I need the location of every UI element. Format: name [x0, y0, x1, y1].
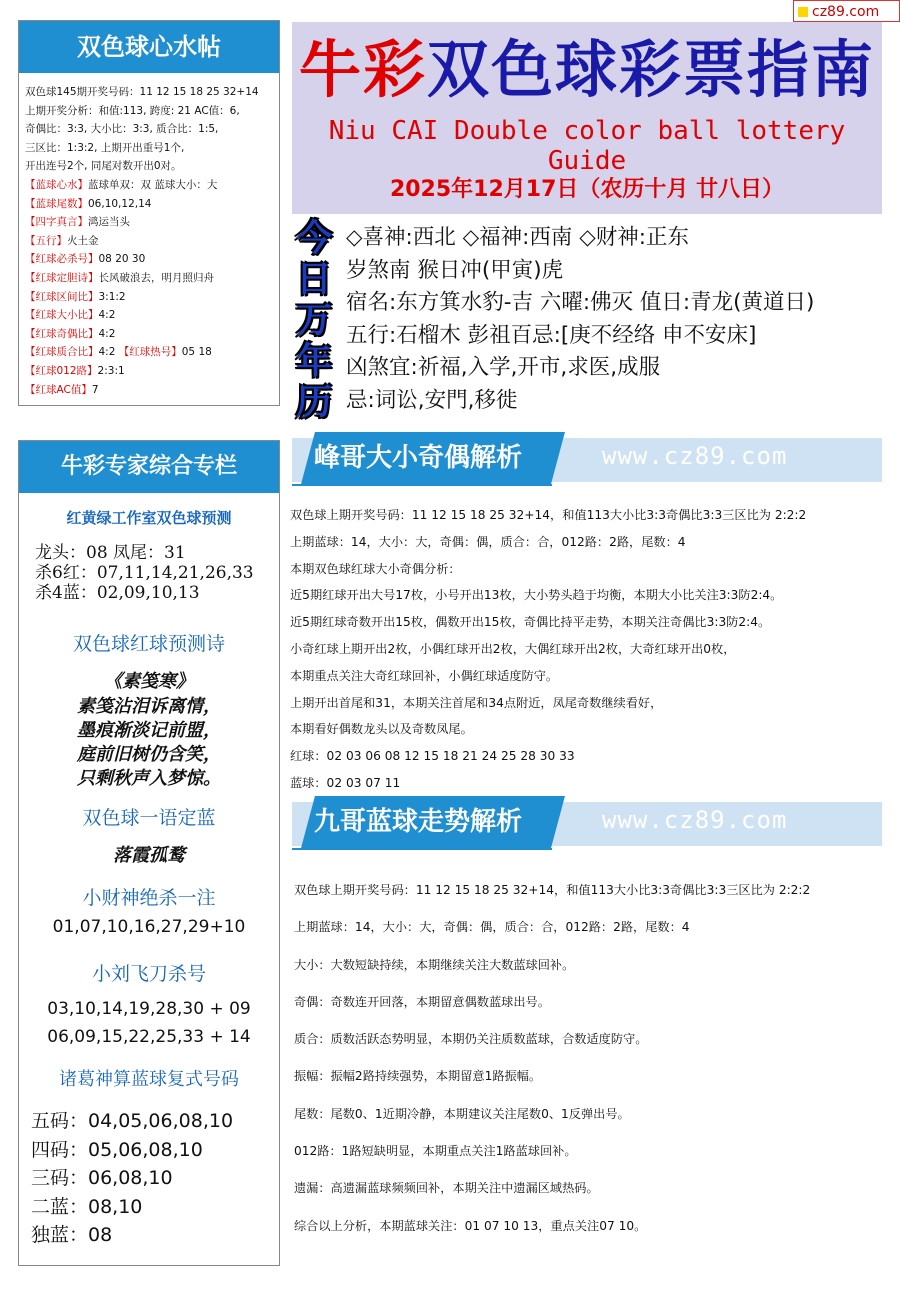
almanac-line: 岁煞南 猴日冲(甲寅)虎 — [346, 257, 564, 283]
tips-line — [25, 139, 275, 158]
tips-value: 蓝球单双：双 蓝球大小：大 — [88, 178, 218, 191]
almanac-line: 宿名:东方箕水豹-吉 六曜:佛灭 值日:青龙(黄道日) — [346, 290, 815, 315]
site-watermark[interactable]: cz89.com — [793, 0, 900, 22]
tips-value: 4:2 — [98, 346, 119, 359]
almanac-line: 忌:词讼,安門,移徙 — [346, 387, 518, 413]
expert-column-panel — [18, 440, 280, 1266]
almanac-line: 凶煞宜:祈福,入学,开市,求医,成服 — [346, 355, 661, 380]
header-title-main: 双色球彩票指南 — [427, 33, 876, 106]
tips-key: 【红球热号】 — [118, 346, 182, 359]
tips-line — [25, 250, 275, 269]
section2-line: 奇偶：奇数连开回落，本期留意偶数蓝球出号。 — [294, 994, 550, 1009]
yiyu-section-title: 双色球一语定蓝 — [82, 807, 216, 829]
left-tips-lines — [25, 83, 275, 399]
section2-line: 上期蓝球：14，大小：大，奇偶：偶，质合：合，012路：2路，尾数：4 — [294, 920, 690, 935]
section1-banner — [292, 432, 882, 490]
almanac-char: 今 — [295, 218, 332, 259]
watermark-square-icon — [798, 7, 808, 17]
section2-line: 综合以上分析，本期蓝球关注：01 07 10 13，重点关注07 10。 — [294, 1218, 647, 1233]
tips-value: 三区比：1:3:2, 上期开出重号1个, — [25, 141, 185, 154]
tips-value: 双色球145期开奖号码：11 12 15 18 25 32+14 — [25, 86, 259, 98]
tips-value: 3:1:2 — [98, 290, 126, 303]
zhuge-section-title: 诸葛神算蓝球复式号码 — [59, 1069, 239, 1090]
section1-line: 红球：02 03 06 08 12 15 18 21 24 25 28 30 33 — [290, 749, 575, 764]
tips-value: 06,10,12,14 — [88, 197, 152, 210]
almanac-vertical-title — [288, 218, 340, 430]
tips-value: 鸿运当头 — [88, 216, 130, 229]
tips-key: 【红球质合比】 — [25, 346, 99, 359]
poem-line: 只剩秋声入梦惊。 — [77, 768, 221, 789]
tips-value: 05 18 — [181, 346, 212, 359]
section1-line: 本期双色球红球大小奇偶分析： — [290, 561, 461, 576]
section1-url[interactable]: www.cz89.com — [602, 442, 788, 470]
header-subtitle: Niu CAI Double color ball lottery Guide — [328, 116, 846, 176]
liu-values — [19, 995, 279, 1051]
zhuge-line: 二蓝：08,10 — [31, 1195, 143, 1218]
studio-title: 红黄绿工作室双色球预测 — [66, 509, 232, 527]
section2-line: 质合：质数活跃态势明显，本期仍关注质数蓝球，合数适度防守。 — [294, 1032, 648, 1047]
zhuge-line: 五码：04,05,06,08,10 — [31, 1110, 234, 1132]
dragon-phoenix: 龙头：08 凤尾：31 — [35, 543, 186, 563]
poem-name: 《素笺寒》 — [104, 671, 194, 692]
tips-line — [25, 269, 275, 288]
almanac-char: 万 — [295, 300, 332, 341]
almanac-char: 历 — [295, 382, 332, 423]
liu-line: 03,10,14,19,28,30 + 09 — [47, 999, 251, 1019]
tips-key: 【红球012路】 — [25, 364, 98, 377]
section2-tag-underline — [292, 848, 552, 850]
almanac-lines — [346, 222, 886, 417]
section2-title: 九哥蓝球走势解析 — [314, 807, 523, 837]
kill-6-red: 杀6红：07,11,14,21,26,33 — [35, 563, 254, 583]
tips-line — [25, 343, 275, 362]
almanac-char: 日 — [295, 259, 332, 300]
zhuge-values — [31, 1107, 233, 1250]
tips-line — [25, 120, 275, 139]
tips-key: 【蓝球心水】 — [25, 178, 88, 191]
section1-line: 本期看好偶数龙头以及奇数凤尾。 — [290, 722, 473, 737]
tips-value: 长风破浪去，明月照归舟 — [98, 271, 214, 284]
tips-key: 【四字真言】 — [25, 216, 88, 229]
tips-value: 火土金 — [67, 234, 99, 247]
zhuge-line: 独蓝：08 — [31, 1224, 113, 1246]
almanac-line: ◇喜神:西北 ◇福神:西南 ◇财神:正东 — [346, 225, 690, 250]
section1-line: 双色球上期开奖号码：11 12 15 18 25 32+14，和值113大小比3:3奇偶比3:3三区比为 2:2:2 — [290, 508, 807, 522]
liu-section-title: 小刘飞刀杀号 — [91, 963, 206, 985]
tips-line — [25, 213, 275, 232]
section1-line: 近5期红球奇数开出15枚，偶数开出15枚，奇偶比持平走势，本期关注奇偶比3:3防2:4。 — [290, 615, 771, 630]
caishen-value: 01,07,10,16,27,29+10 — [52, 917, 246, 937]
section1-body — [290, 502, 895, 797]
section2-url[interactable]: www.cz89.com — [602, 806, 788, 834]
tips-key: 【红球大小比】 — [25, 309, 99, 322]
tips-line — [25, 288, 275, 307]
section1-line: 小奇红球上期开出2枚，小偶红球开出2枚，大偶红球开出2枚，大奇红球开出0枚， — [290, 641, 736, 656]
expert-column-title: 牛彩专家综合专栏 — [19, 441, 279, 493]
tips-key: 【五行】 — [25, 234, 67, 247]
tips-key: 【蓝球尾数】 — [25, 197, 88, 210]
section2-line: 大小：大数短缺持续，本期继续关注大数蓝球回补。 — [294, 957, 575, 972]
section1-line: 上期开出首尾和31，本期关注首尾和34点附近，凤尾奇数继续看好， — [290, 695, 663, 710]
tips-value: 4:2 — [98, 327, 116, 340]
tips-value: 7 — [91, 383, 99, 396]
left-tips-title: 双色球心水帖 — [19, 21, 279, 73]
section2-line: 012路：1路短缺明显，本期重点关注1路蓝球回补。 — [294, 1144, 577, 1159]
header-date: 2025年12月17日（农历十月 廿八日） — [389, 177, 785, 202]
section2-line: 尾数：尾数0、1近期冷静，本期建议关注尾数0、1反弹出号。 — [294, 1106, 630, 1121]
tips-value: 奇偶比：3:3, 大小比：3:3, 质合比：1:5, — [25, 123, 219, 136]
tips-key: 【红球AC值】 — [25, 383, 92, 396]
section1-tag-underline — [292, 484, 552, 486]
section1-line: 近5期红球开出大号17枚，小号开出13枚，大小势头趋于均衡，本期大小比关注3:3防2:4。 — [290, 588, 783, 603]
almanac-char: 年 — [295, 341, 332, 382]
header-banner — [292, 22, 882, 214]
tips-line — [25, 83, 275, 102]
poem-body — [19, 695, 279, 791]
tips-line — [25, 232, 275, 251]
section1-title: 峰哥大小奇偶解析 — [314, 443, 523, 473]
tips-value: 上期开奖分析：和值:113, 跨度: 21 AC值：6, — [25, 104, 240, 117]
tips-key: 【红球区间比】 — [25, 290, 99, 303]
tips-line — [25, 306, 275, 325]
tips-value: 开出连号2个, 同尾对数开出0对。 — [25, 160, 182, 173]
kill-4-blue: 杀4蓝：02,09,10,13 — [35, 583, 200, 603]
liu-line: 06,09,15,22,25,33 + 14 — [47, 1027, 251, 1047]
poem-line: 墨痕渐淡记前盟， — [77, 720, 221, 741]
tips-key: 【红球定胆诗】 — [25, 271, 99, 284]
zhuge-line: 四码：05,06,08,10 — [31, 1138, 203, 1161]
section2-line: 振幅：振幅2路持续强势，本期留意1路振幅。 — [294, 1069, 542, 1084]
tips-value: 2:3:1 — [97, 364, 125, 377]
tips-line — [25, 176, 275, 195]
tips-line — [25, 195, 275, 214]
tips-value: 4:2 — [98, 309, 116, 322]
zhuge-line: 三码：06,08,10 — [31, 1167, 173, 1189]
tips-key: 【红球必杀号】 — [25, 253, 99, 266]
header-title — [292, 22, 882, 118]
tips-line — [25, 157, 275, 176]
section1-line: 本期重点关注大奇红球回补，小偶红球适度防守。 — [290, 668, 559, 683]
section2-body — [294, 872, 899, 1245]
caishen-section-title: 小财神绝杀一注 — [82, 887, 216, 909]
section2-line: 遗漏：高遗漏蓝球频频回补，本期关注中遗漏区域热码。 — [294, 1181, 599, 1196]
tips-line — [25, 102, 275, 121]
tips-key: 【红球奇偶比】 — [25, 327, 99, 340]
section1-line: 蓝球：02 03 07 11 — [290, 775, 401, 790]
poem-line: 庭前旧树仍含笑， — [77, 744, 221, 765]
poem-line: 素笺沾泪诉离情， — [77, 696, 221, 717]
header-title-brand: 牛彩 — [298, 33, 427, 106]
poem-section-title: 双色球红球预测诗 — [72, 633, 225, 655]
section1-line: 上期蓝球：14，大小：大，奇偶：偶，质合：合，012路：2路，尾数：4 — [290, 534, 686, 549]
section2-line: 双色球上期开奖号码：11 12 15 18 25 32+14，和值113大小比3:3奇偶比3:3三区比为 2:2:2 — [294, 883, 811, 897]
almanac-line: 五行:石榴木 彭祖百忌:[庚不经络 申不安床] — [346, 322, 757, 348]
tips-value: 08 20 30 — [98, 253, 146, 266]
tips-line — [25, 381, 275, 400]
tips-line — [25, 325, 275, 344]
left-tips-panel — [18, 20, 280, 406]
yiyu-value: 落霞孤鹜 — [113, 845, 185, 866]
tips-line — [25, 362, 275, 381]
section2-banner — [292, 796, 882, 854]
